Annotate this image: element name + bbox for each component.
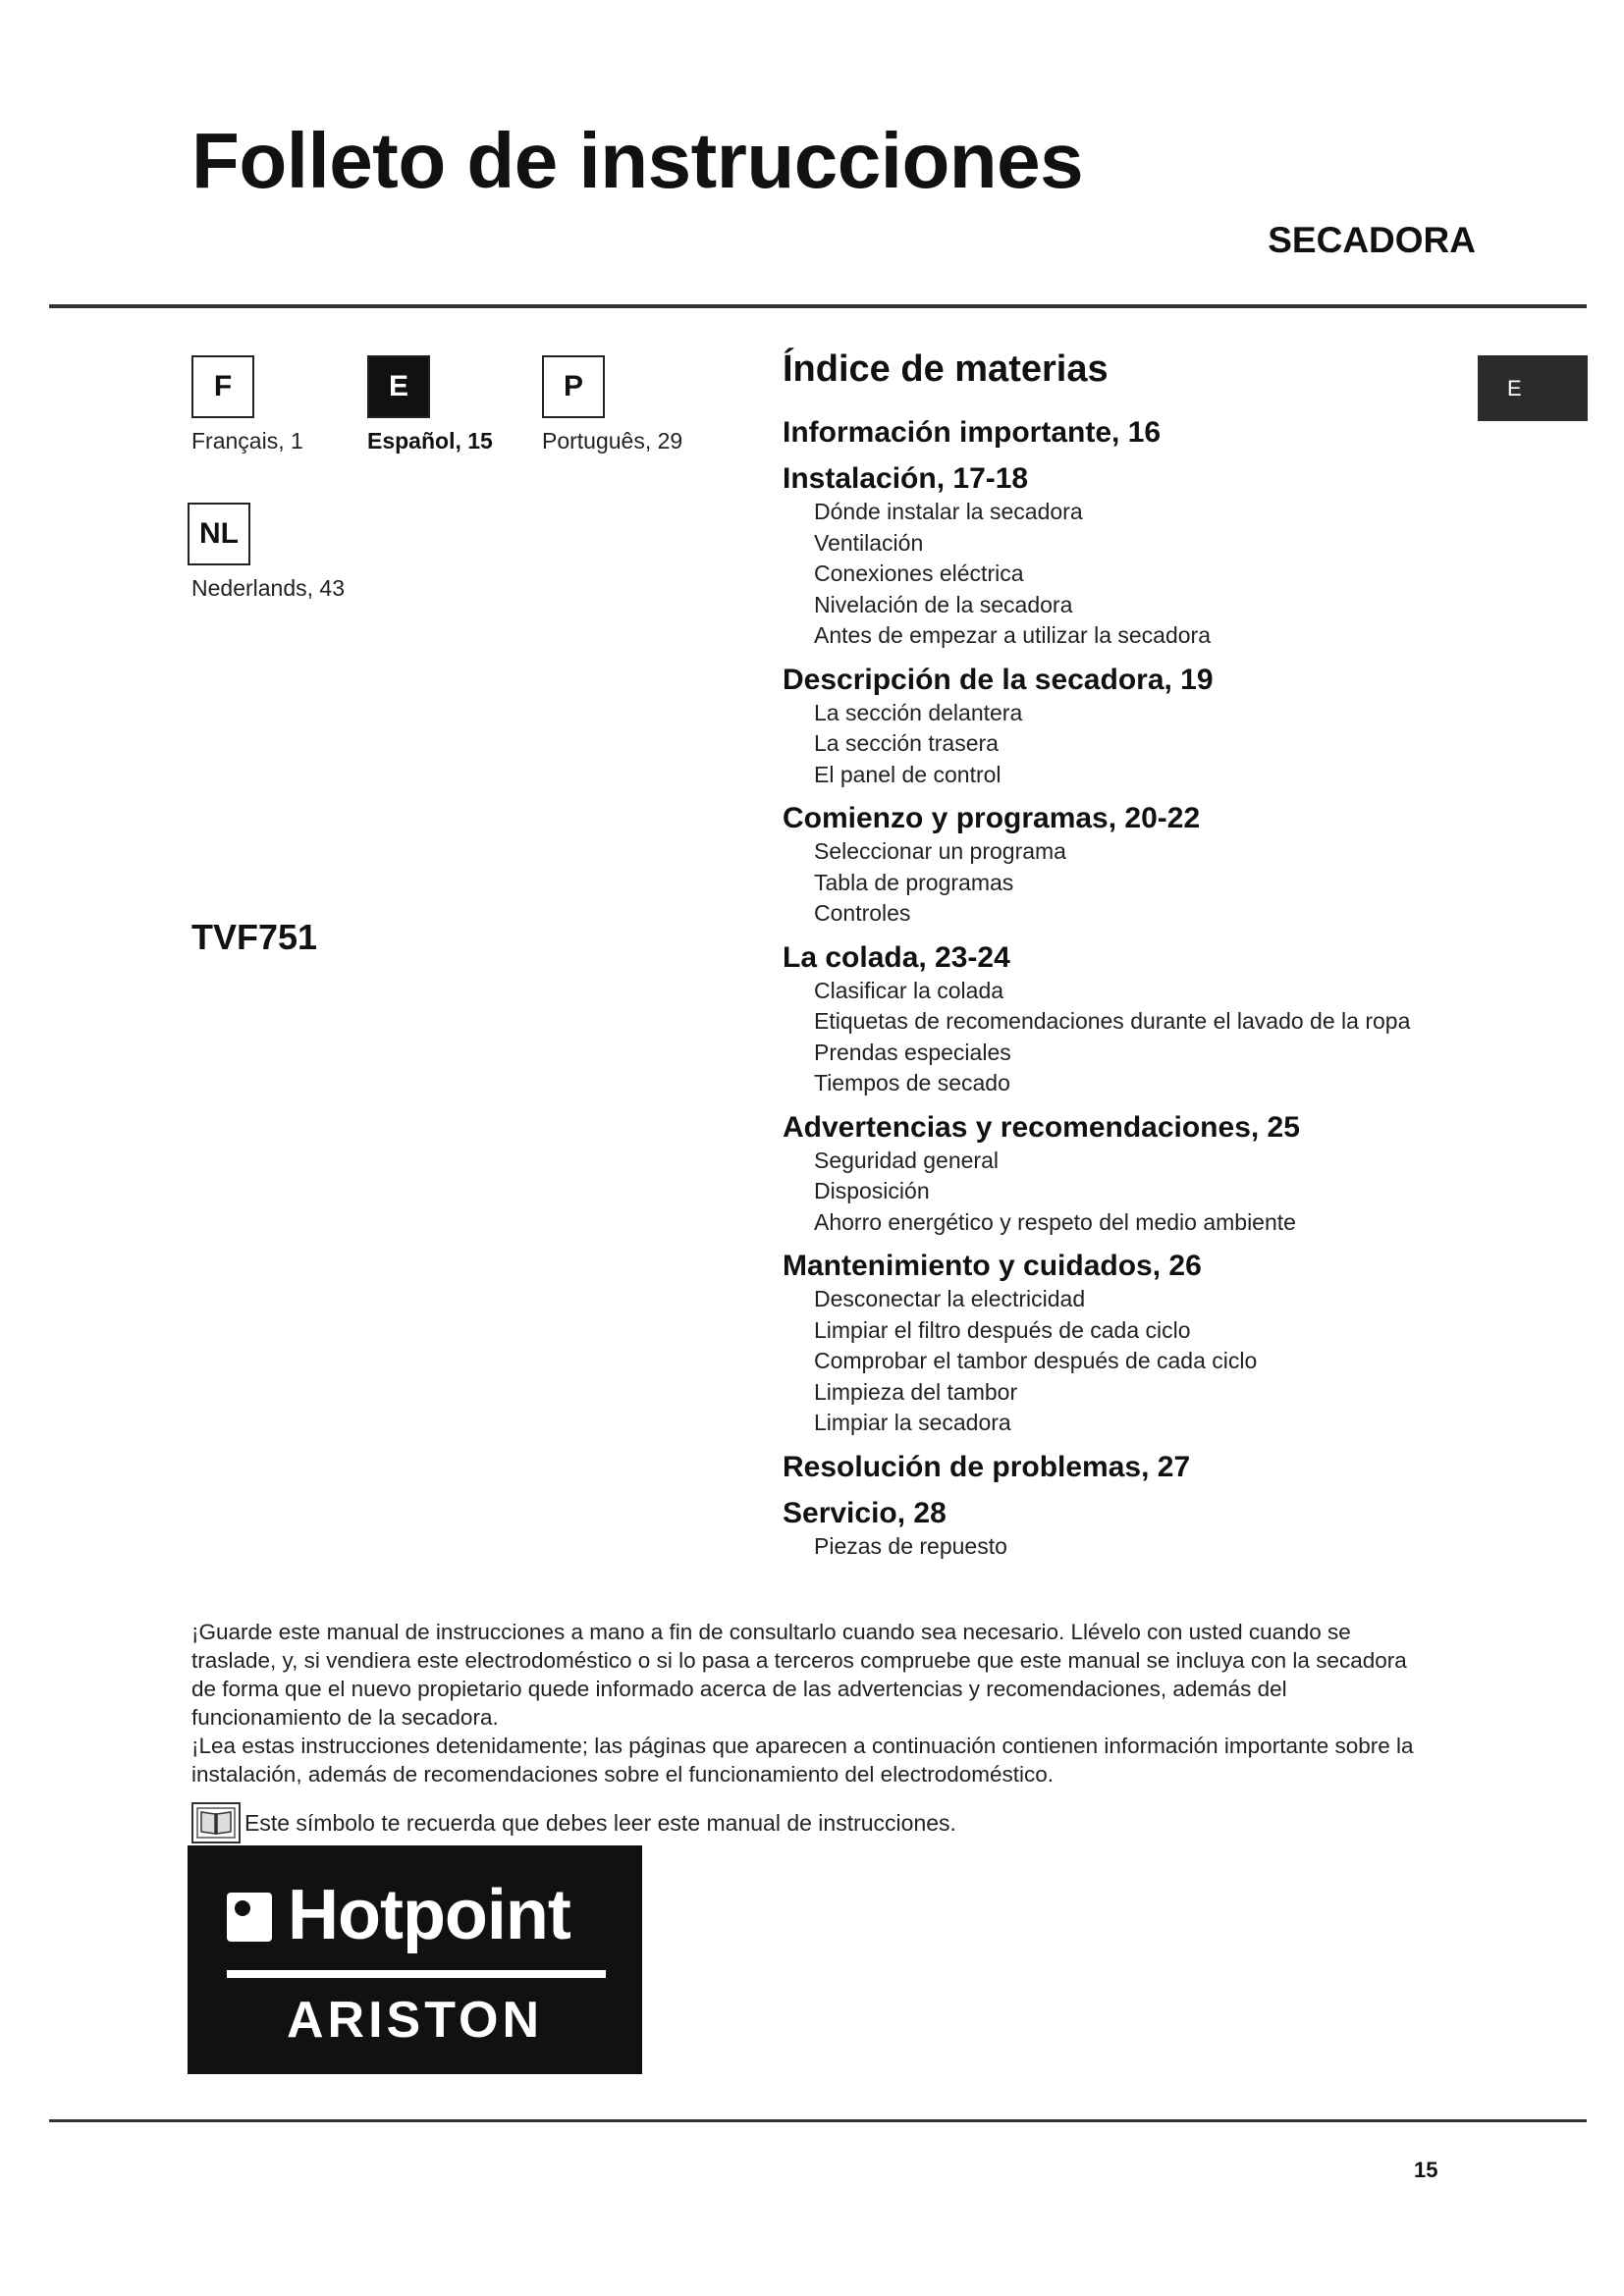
toc-section bbox=[783, 662, 1489, 791]
toc-item[interactable]: Ventilación bbox=[814, 529, 924, 556]
book-icon bbox=[191, 1802, 241, 1843]
toc-item[interactable]: Disposición bbox=[814, 1178, 930, 1203]
language-label-spanish[interactable]: Español, 15 bbox=[367, 428, 493, 454]
page-number: 15 bbox=[1414, 2158, 1438, 2182]
toc-section-title[interactable]: Instalación, 17-18 bbox=[783, 462, 1029, 495]
toc-section-title[interactable]: Comienzo y programas, 20-22 bbox=[783, 802, 1201, 834]
symbol-note-text: Este símbolo te recuerda que debes leer este manual de instrucciones. bbox=[244, 1809, 956, 1836]
product-type: SECADORA bbox=[1268, 220, 1476, 260]
toc-section bbox=[783, 1495, 1489, 1563]
page-title: Folleto de instrucciones bbox=[191, 117, 1084, 204]
toc-item[interactable]: Clasificar la colada bbox=[814, 977, 1004, 1003]
toc-item[interactable]: Ahorro energético y respeto del medio ambiente bbox=[814, 1208, 1296, 1235]
language-box-french[interactable]: F bbox=[191, 355, 254, 418]
toc-item[interactable]: Tiempos de secado bbox=[814, 1070, 1010, 1095]
toc-item[interactable]: Seleccionar un programa bbox=[814, 838, 1066, 864]
language-tab: E bbox=[1478, 355, 1588, 421]
toc-section-title[interactable]: Servicio, 28 bbox=[783, 1496, 947, 1529]
hotpoint-ariston-logo bbox=[188, 1845, 642, 2074]
toc-item[interactable]: Comprobar el tambor después de cada ciclo bbox=[814, 1348, 1258, 1373]
toc-heading: Índice de materias bbox=[783, 348, 1109, 390]
logo-sub-text: ARISTON bbox=[286, 1992, 544, 2049]
language-box-spanish[interactable]: E bbox=[367, 355, 430, 418]
toc-item[interactable]: Piezas de repuesto bbox=[814, 1532, 1007, 1559]
toc-item[interactable]: Antes de empezar a utilizar la secadora bbox=[814, 622, 1211, 648]
bottom-divider bbox=[49, 2119, 1587, 2122]
toc-item[interactable]: Etiquetas de recomendaciones durante el lavado de la ropa bbox=[814, 1008, 1411, 1034]
toc-item[interactable]: Desconectar la electricidad bbox=[814, 1286, 1086, 1311]
table-of-contents bbox=[783, 414, 1489, 1572]
toc-section-title[interactable]: La colada, 23-24 bbox=[783, 940, 1010, 974]
top-divider bbox=[49, 304, 1587, 308]
language-label-french[interactable]: Français, 1 bbox=[191, 428, 303, 454]
intro-text bbox=[191, 1618, 1429, 1789]
toc-section-title[interactable]: Advertencias y recomendaciones, 25 bbox=[783, 1110, 1300, 1144]
toc-item[interactable]: Dónde instalar la secadora bbox=[814, 499, 1083, 524]
toc-section-title[interactable]: Información importante, 16 bbox=[783, 416, 1162, 449]
toc-section bbox=[783, 1449, 1489, 1485]
toc-item[interactable]: Limpiar la secadora bbox=[814, 1410, 1011, 1435]
toc-item[interactable]: El panel de control bbox=[814, 761, 1001, 787]
language-box-dutch[interactable]: NL bbox=[188, 503, 250, 565]
toc-item[interactable]: Conexiones eléctrica bbox=[814, 561, 1024, 586]
intro-paragraph-read-instructions: ¡Lea estas instrucciones detenidamente; las páginas que aparecen a continuación contienen información importante sobre la instalación, además de recomendaciones sobre el funcionamiento del electrodoméstico. bbox=[191, 1734, 1414, 1787]
toc-section bbox=[783, 939, 1489, 1099]
toc-section-title[interactable]: Mantenimiento y cuidados, 26 bbox=[783, 1250, 1202, 1282]
logo-brand-text: Hotpoint bbox=[288, 1876, 570, 1954]
toc-item[interactable]: Limpieza del tambor bbox=[814, 1378, 1018, 1405]
language-box-portuguese[interactable]: P bbox=[542, 355, 605, 418]
toc-section bbox=[783, 1248, 1489, 1439]
toc-section-title[interactable]: Descripción de la secadora, 19 bbox=[783, 663, 1214, 696]
toc-item[interactable]: Tabla de programas bbox=[814, 869, 1014, 895]
toc-item[interactable]: La sección delantera bbox=[814, 699, 1023, 725]
toc-item[interactable]: Seguridad general bbox=[814, 1147, 999, 1173]
toc-section-title[interactable]: Resolución de problemas, 27 bbox=[783, 1450, 1191, 1483]
language-label-dutch[interactable]: Nederlands, 43 bbox=[191, 575, 345, 601]
toc-section bbox=[783, 800, 1489, 930]
logo-mark-icon bbox=[227, 1893, 272, 1942]
logo-divider bbox=[227, 1970, 606, 1978]
manual-symbol-note bbox=[191, 1802, 956, 1843]
toc-item[interactable]: Prendas especiales bbox=[814, 1039, 1011, 1065]
toc-item[interactable]: Nivelación de la secadora bbox=[814, 591, 1073, 617]
model-number: TVF751 bbox=[191, 917, 318, 957]
toc-item[interactable]: La sección trasera bbox=[814, 730, 999, 756]
intro-paragraph-keep-manual: ¡Guarde este manual de instrucciones a mano a fin de consultarlo cuando sea necesario. Llévelo con usted cuando se traslade, y, si vendiera este electrodoméstico o si lo pasa a terceros compruebe que este manual se incluya con la secadora de forma que el nuevo propietario quede informado acerca de las advertencias y recomendaciones, además del funcionamiento de la secadora. bbox=[191, 1620, 1407, 1730]
toc-section bbox=[783, 1109, 1489, 1239]
toc-item[interactable]: Limpiar el filtro después de cada ciclo bbox=[814, 1316, 1191, 1343]
language-label-portuguese[interactable]: Português, 29 bbox=[542, 428, 683, 454]
toc-section bbox=[783, 460, 1489, 652]
toc-section bbox=[783, 414, 1489, 451]
toc-item[interactable]: Controles bbox=[814, 900, 911, 926]
